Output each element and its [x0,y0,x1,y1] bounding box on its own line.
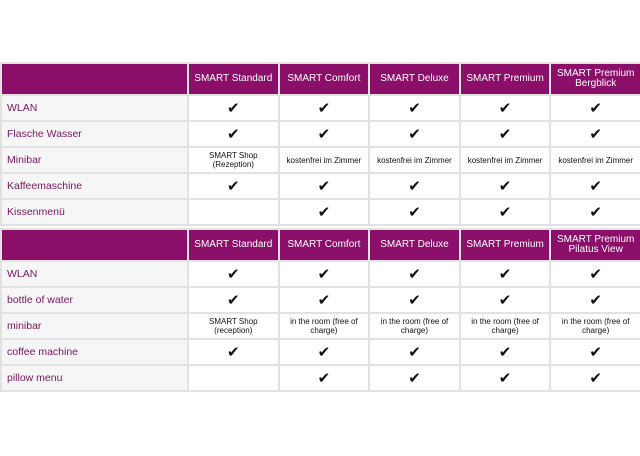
table-cell [460,199,551,225]
checkmark-icon: ✔ [589,290,602,309]
table-row [1,147,640,173]
table-cell [550,287,640,313]
header-smart-premium-bergblick: SMART Premium Bergblick [550,63,640,95]
table-cell [550,365,640,391]
checkmark-icon: ✔ [589,342,602,361]
checkmark-icon: ✔ [498,264,512,283]
table-cell [188,313,279,339]
header-smart-premium: SMART Premium [460,229,551,261]
table-cell [550,261,640,287]
table-cell [550,199,640,225]
table-cell [188,147,279,173]
checkmark-icon: ✔ [317,342,331,361]
table-cell [279,173,370,199]
checkmark-icon: ✔ [589,98,602,117]
checkmark-icon: ✔ [589,368,602,387]
table-cell [460,173,551,199]
row-label-minibar: Minibar [1,147,188,173]
table-cell [188,95,279,121]
checkmark-icon: ✔ [498,342,512,361]
checkmark-icon: ✔ [498,98,512,117]
table-cell [279,339,370,365]
checkmark-icon: ✔ [498,176,512,195]
table-row [1,365,640,391]
table-cell [550,147,640,173]
checkmark-icon: ✔ [408,264,421,283]
table-cell [369,261,460,287]
table-cell [550,95,640,121]
table-cell [550,121,640,147]
table-cell [460,365,551,391]
row-label-kaffeemaschine: Kaffeemaschine [1,173,188,199]
table-cell [550,313,640,339]
table-cell [369,199,460,225]
checkmark-icon: ✔ [408,342,421,361]
table-cell [279,313,370,339]
table-cell [550,339,640,365]
table-cell [188,365,279,391]
cell-text: kostenfrei im Zimmer [286,155,362,165]
table-cell [188,121,279,147]
table-cell [460,261,551,287]
table-cell [369,95,460,121]
checkmark-icon: ✔ [227,176,240,195]
table-cell [279,365,370,391]
checkmark-icon: ✔ [498,124,512,143]
checkmark-icon: ✔ [317,176,331,195]
table-row [1,199,640,225]
table-cell [369,173,460,199]
checkmark-icon: ✔ [498,202,512,221]
checkmark-icon: ✔ [589,124,602,143]
checkmark-icon: ✔ [408,176,421,195]
table-cell [460,95,551,121]
header-smart-deluxe: SMART Deluxe [369,63,460,95]
checkmark-icon: ✔ [227,124,240,143]
cell-text: SMART Shop (Rezeption) [208,151,258,169]
checkmark-icon: ✔ [408,290,421,309]
checkmark-icon: ✔ [498,290,512,309]
cell-text: SMART Shop (reception) [208,317,258,335]
row-label-minibar: minibar [1,313,188,339]
table-cell [460,121,551,147]
table-cell [550,173,640,199]
row-label-pillow-menu: pillow menu [1,365,188,391]
table-row [1,173,640,199]
checkmark-icon: ✔ [408,202,421,221]
checkmark-icon: ✔ [408,124,421,143]
checkmark-icon: ✔ [227,98,240,117]
header-smart-premium: SMART Premium [460,63,551,95]
table-cell [369,121,460,147]
checkmark-icon: ✔ [317,264,331,283]
cell-text: in the room (free of charge) [471,317,539,335]
checkmark-icon: ✔ [317,290,331,309]
table-cell [369,147,460,173]
table-cell [460,313,551,339]
checkmark-icon: ✔ [317,368,331,387]
cell-text: in the room (free of charge) [380,317,449,335]
row-label-bottle-of-water: bottle of water [1,287,188,313]
checkmark-icon: ✔ [498,368,512,387]
checkmark-icon: ✔ [408,368,421,387]
table-cell [279,287,370,313]
header-smart-comfort: SMART Comfort [279,229,370,261]
table-cell [279,199,370,225]
checkmark-icon: ✔ [317,202,331,221]
table-cell [279,261,370,287]
table-row [1,121,640,147]
checkmark-icon: ✔ [317,98,331,117]
table-cell [279,147,370,173]
header-smart-premium-pilatus-view: SMART Premium Pilatus View [550,229,640,261]
header-smart-standard: SMART Standard [188,229,279,261]
header-corner [1,63,188,95]
table-row [1,339,640,365]
table-cell [460,147,551,173]
cell-text: kostenfrei im Zimmer [558,155,634,165]
checkmark-icon: ✔ [227,342,240,361]
checkmark-icon: ✔ [589,176,602,195]
table-cell [460,339,551,365]
table-cell [188,261,279,287]
header-smart-standard: SMART Standard [188,63,279,95]
comparison-table-english [0,228,640,392]
cell-text: kostenfrei im Zimmer [377,155,452,165]
table-cell [369,313,460,339]
checkmark-icon: ✔ [317,124,331,143]
header-corner [1,229,188,261]
header-smart-comfort: SMART Comfort [279,63,370,95]
table-row [1,313,640,339]
table-cell [188,173,279,199]
table-cell [369,287,460,313]
table-cell [188,339,279,365]
cell-text: in the room (free of charge) [290,317,358,335]
table-cell [460,287,551,313]
table-cell [188,199,279,225]
table-row [1,287,640,313]
checkmark-icon: ✔ [408,98,421,117]
table-cell [369,365,460,391]
row-label-kissenmen: Kissenmenü [1,199,188,225]
table-cell [369,339,460,365]
table-header-row [1,63,640,95]
table-cell [279,95,370,121]
row-label-flasche-wasser: Flasche Wasser [1,121,188,147]
row-label-wlan: WLAN [1,261,188,287]
table-header-row [1,229,640,261]
row-label-coffee-machine: coffee machine [1,339,188,365]
checkmark-icon: ✔ [227,290,240,309]
checkmark-icon: ✔ [589,202,602,221]
header-smart-deluxe: SMART Deluxe [369,229,460,261]
cell-text: in the room (free of charge) [561,317,630,335]
table-cell [188,287,279,313]
table-row [1,95,640,121]
checkmark-icon: ✔ [227,264,240,283]
checkmark-icon: ✔ [589,264,602,283]
row-label-wlan: WLAN [1,95,188,121]
cell-text: kostenfrei im Zimmer [467,155,543,165]
table-cell [279,121,370,147]
table-row [1,261,640,287]
comparison-table-german [0,62,640,226]
